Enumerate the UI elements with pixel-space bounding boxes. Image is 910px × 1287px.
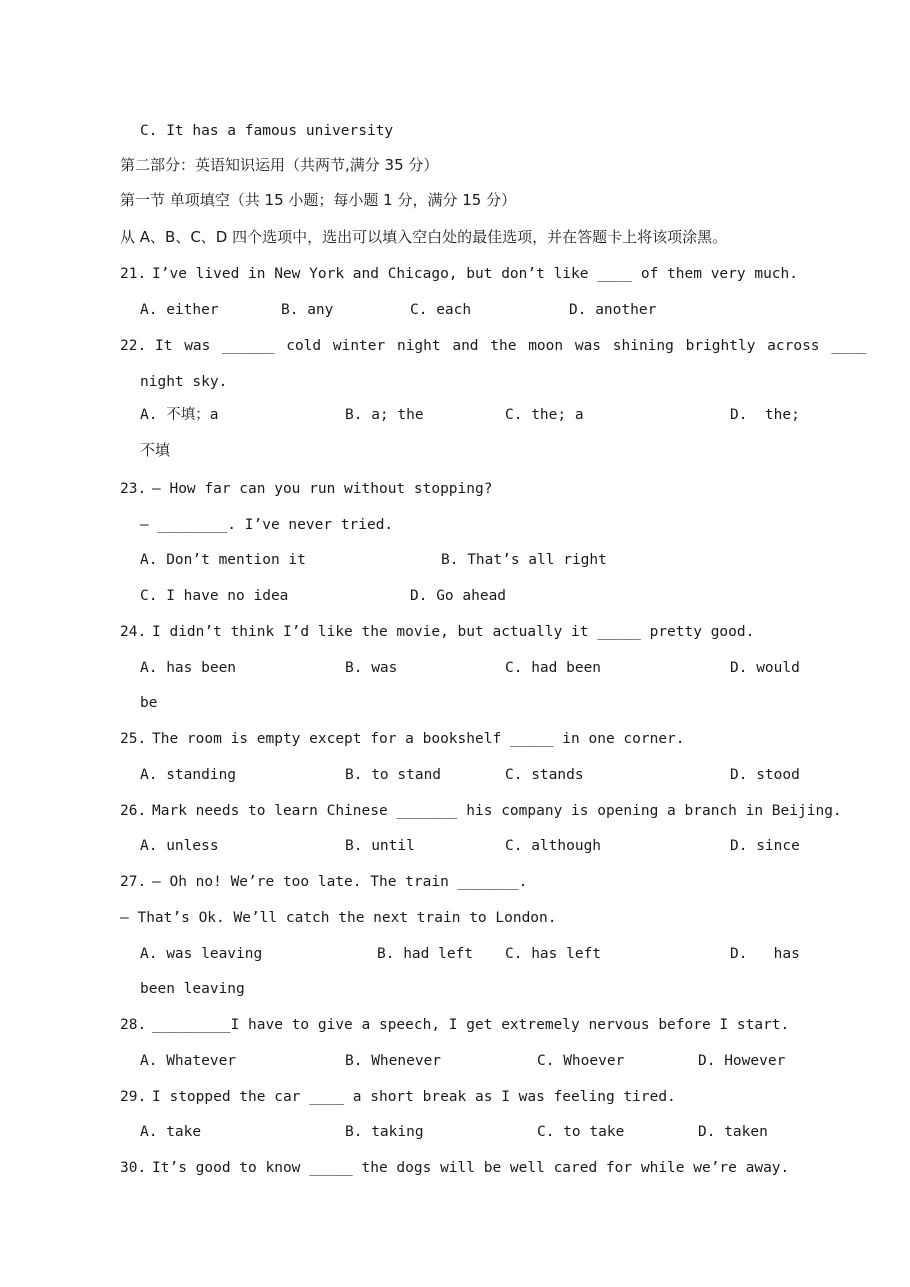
option-a: A. take <box>140 1124 202 1140</box>
option-c: C. although <box>505 838 602 854</box>
option-d: D. However <box>698 1053 786 1069</box>
option-c: C. the; a <box>505 407 584 423</box>
option-b: B. That’s all right <box>441 552 607 568</box>
option-d: D. would <box>730 660 800 676</box>
option-d: D. Go ahead <box>410 588 507 604</box>
option-c: C. has left <box>505 946 602 962</box>
option-c: C. Whoever <box>537 1053 625 1069</box>
question-number: 30. <box>120 1160 147 1176</box>
question-stem: Mark needs to learn Chinese _______ his company is opening a branch in Beijing. <box>152 803 842 819</box>
option-d-continuation: be <box>140 695 158 711</box>
question-stem: I’ve lived in New York and Chicago, but don’t like ____ of them very much. <box>152 266 799 282</box>
option-b: B. Whenever <box>345 1053 442 1069</box>
option-b: B. a; the <box>345 407 424 423</box>
option-c: C. I have no idea <box>140 588 289 604</box>
option-line-prev-c: C. It has a famous university <box>140 123 394 139</box>
option-d-continuation: been leaving <box>140 981 245 997</box>
option-a: A. either <box>140 302 219 318</box>
question-stem: I stopped the car ____ a short break as I was feeling tired. <box>152 1089 676 1105</box>
question-stem: The room is empty except for a bookshelf _____ in one corner. <box>152 731 685 747</box>
option-c: C. to take <box>537 1124 625 1140</box>
question-stem: — Oh no! We’re too late. The train _______. <box>152 874 528 890</box>
option-a: A. was leaving <box>140 946 263 962</box>
question-number: 23. <box>120 481 147 497</box>
option-b: B. taking <box>345 1124 424 1140</box>
option-c: C. had been <box>505 660 602 676</box>
question-stem: — How far can you run without stopping? <box>152 481 493 497</box>
option-b: B. any <box>281 302 334 318</box>
part-title: 第二部分：英语知识运用（共两节,满分 35 分） <box>120 156 439 174</box>
option-d: D. taken <box>698 1124 768 1140</box>
option-d: D. the; <box>730 407 800 423</box>
question-stem-line2: — That’s Ok. We’ll catch the next train to London. <box>120 910 557 926</box>
option-b: B. until <box>345 838 415 854</box>
question-number: 22. <box>120 338 147 354</box>
question-number: 25. <box>120 731 147 747</box>
option-b: B. had left <box>377 946 474 962</box>
option-d: D. another <box>569 302 657 318</box>
option-d: D. stood <box>730 767 800 783</box>
section-title: 第一节 单项填空（共 15 小题；每小题 1 分，满分 15 分） <box>120 191 517 209</box>
question-number: 26. <box>120 803 147 819</box>
question-number: 24. <box>120 624 147 640</box>
question-stem-line2: — ________. I’ve never tried. <box>140 517 394 533</box>
question-stem: _________I have to give a speech, I get extremely nervous before I start. <box>152 1017 790 1033</box>
option-a: A. 不填；a <box>140 407 219 423</box>
question-number: 28. <box>120 1017 147 1033</box>
instruction-text: 从 A、B、C、D 四个选项中，选出可以填入空白处的最佳选项，并在答题卡上将该项涂黑。 <box>120 228 728 246</box>
option-b: B. to stand <box>345 767 442 783</box>
question-stem-continuation: night sky. <box>140 374 228 390</box>
question-number: 27. <box>120 874 147 890</box>
option-d: D. since <box>730 838 800 854</box>
option-c: C. stands <box>505 767 584 783</box>
option-b: B. was <box>345 660 398 676</box>
option-d-continuation: 不填 <box>140 441 171 459</box>
option-c: C. each <box>410 302 472 318</box>
question-number: 29. <box>120 1089 147 1105</box>
question-stem: It was ______ cold winter night and the moon was shining brightly across ____ <box>155 338 867 354</box>
question-stem: I didn’t think I’d like the movie, but actually it _____ pretty good. <box>152 624 755 640</box>
option-a: A. has been <box>140 660 237 676</box>
option-a: A. unless <box>140 838 219 854</box>
question-number: 21. <box>120 266 147 282</box>
option-a: A. Don’t mention it <box>140 552 306 568</box>
option-a: A. Whatever <box>140 1053 237 1069</box>
option-d: D. has <box>730 946 800 962</box>
question-stem: It’s good to know _____ the dogs will be well cared for while we’re away. <box>152 1160 790 1176</box>
option-a: A. standing <box>140 767 237 783</box>
